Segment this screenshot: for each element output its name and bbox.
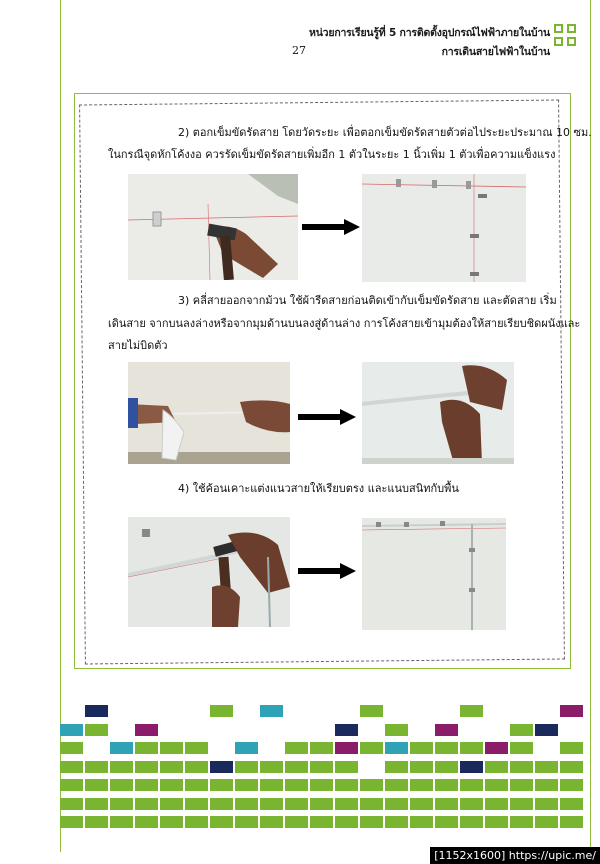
footer-tile — [260, 779, 283, 791]
footer-tile — [510, 779, 533, 791]
header-title-line1: หน่วยการเรียนรู้ที่ 5 การติดตั้งอุปกรณ์ไฟฟ้าภายในบ้าน — [308, 27, 550, 39]
footer-tile — [110, 761, 133, 773]
footer-tile — [335, 742, 358, 754]
footer-tile — [460, 798, 483, 810]
footer-tile — [535, 816, 558, 828]
header-grid-icon — [554, 24, 578, 48]
footer-tile — [185, 742, 208, 754]
footer-tile — [560, 705, 583, 717]
footer-tile — [135, 742, 158, 754]
footer-tile — [435, 798, 458, 810]
footer-tile — [285, 798, 308, 810]
footer-tile — [385, 724, 408, 736]
footer-tile — [60, 742, 83, 754]
photo-clips-installed — [362, 174, 526, 282]
footer-tile — [310, 761, 333, 773]
footer-tile — [385, 761, 408, 773]
footer-tile — [385, 816, 408, 828]
footer-tile — [110, 779, 133, 791]
footer-tile — [260, 705, 283, 717]
footer-tile — [210, 705, 233, 717]
footer-tile — [85, 779, 108, 791]
footer-tile — [435, 724, 458, 736]
footer-tile — [185, 816, 208, 828]
footer-tile — [485, 816, 508, 828]
page-number: 27 — [292, 44, 306, 57]
footer-tile — [135, 798, 158, 810]
arrow-right-icon — [302, 220, 360, 234]
photo-hammering-cable — [128, 517, 290, 627]
step2-line2: ในกรณีจุดหักโค้งงอ ควรรัดเข็มขัดรัดสายเพิ่มอีก 1 ตัวในระยะ 1 นิ้วเพิ่ม 1 ตัวเพื่อความแข็งแรง — [108, 148, 556, 161]
footer-tile — [60, 798, 83, 810]
step4-line1: 4) ใช้ค้อนเคาะแต่งแนวสายให้เรียบตรง และแนบสนิทกับพื้น — [178, 482, 459, 495]
footer-tile — [285, 816, 308, 828]
footer-tile — [510, 798, 533, 810]
footer-tile — [510, 742, 533, 754]
footer-tile — [110, 816, 133, 828]
footer-tile — [410, 798, 433, 810]
footer-tile — [410, 742, 433, 754]
footer-tile — [535, 798, 558, 810]
footer-tile — [260, 816, 283, 828]
footer-tile — [60, 724, 83, 736]
photo-nailing-clips — [128, 174, 298, 280]
footer-tile — [335, 798, 358, 810]
footer-tile — [60, 816, 83, 828]
footer-tile — [110, 742, 133, 754]
footer-tile — [310, 779, 333, 791]
footer-tile — [560, 798, 583, 810]
footer-tile — [360, 705, 383, 717]
footer-tile — [60, 761, 83, 773]
footer-tile — [410, 816, 433, 828]
step3-line3: สายไม่บิดตัว — [108, 339, 168, 352]
footer-tile — [460, 705, 483, 717]
footer-tile — [85, 761, 108, 773]
footer-tile — [285, 742, 308, 754]
footer-tile — [360, 742, 383, 754]
footer-tile — [510, 761, 533, 773]
decorative-tile-footer — [60, 705, 591, 831]
footer-tile — [560, 816, 583, 828]
footer-tile — [85, 816, 108, 828]
footer-tile — [335, 761, 358, 773]
footer-tile — [160, 761, 183, 773]
footer-tile — [485, 779, 508, 791]
arrow-right-icon — [298, 410, 356, 424]
footer-tile — [310, 742, 333, 754]
footer-tile — [185, 761, 208, 773]
footer-tile — [110, 798, 133, 810]
footer-tile — [135, 779, 158, 791]
footer-tile — [60, 779, 83, 791]
footer-tile — [235, 761, 258, 773]
header-title-line2: การเดินสายไฟฟ้าในบ้าน — [441, 46, 550, 58]
footer-tile — [210, 798, 233, 810]
footer-tile — [385, 798, 408, 810]
footer-tile — [85, 705, 108, 717]
footer-tile — [335, 779, 358, 791]
photo-wiping-cable — [128, 362, 290, 464]
footer-tile — [410, 761, 433, 773]
footer-tile — [210, 816, 233, 828]
step2-line1: 2) ตอกเข็มขัดรัดสาย โดยวัดระยะ เพื่อตอกเข็มขัดรัดสายตัวต่อไประยะประมาณ 10 ซม. — [178, 126, 592, 139]
footer-tile — [210, 761, 233, 773]
footer-tile — [535, 724, 558, 736]
footer-tile — [410, 779, 433, 791]
photo-laying-cable — [362, 362, 514, 464]
image-host-watermark: [1152x1600] https://upic.me/ — [430, 847, 600, 864]
footer-tile — [160, 816, 183, 828]
footer-tile — [535, 761, 558, 773]
footer-tile — [435, 816, 458, 828]
footer-tile — [510, 724, 533, 736]
footer-tile — [360, 779, 383, 791]
footer-tile — [210, 779, 233, 791]
footer-tile — [360, 816, 383, 828]
footer-tile — [260, 798, 283, 810]
footer-tile — [85, 724, 108, 736]
footer-tile — [335, 724, 358, 736]
photo-finished-wiring — [362, 518, 506, 630]
footer-tile — [435, 779, 458, 791]
footer-tile — [510, 816, 533, 828]
footer-tile — [335, 816, 358, 828]
footer-tile — [310, 816, 333, 828]
footer-tile — [185, 779, 208, 791]
footer-tile — [135, 761, 158, 773]
footer-tile — [560, 742, 583, 754]
footer-tile — [285, 761, 308, 773]
footer-tile — [485, 742, 508, 754]
step3-line1: 3) คลี่สายออกจากม้วน ใช้ผ้ารีดสายก่อนติดเข้ากับเข็มขัดรัดสาย และตัดสาย เริ่ม — [178, 294, 557, 307]
arrow-right-icon — [298, 564, 356, 578]
footer-tile — [360, 798, 383, 810]
footer-tile — [160, 798, 183, 810]
footer-tile — [460, 761, 483, 773]
footer-tile — [485, 761, 508, 773]
footer-tile — [535, 779, 558, 791]
document-header — [309, 26, 550, 59]
footer-tile — [260, 761, 283, 773]
footer-tile — [135, 724, 158, 736]
footer-tile — [560, 779, 583, 791]
footer-tile — [385, 742, 408, 754]
footer-tile — [460, 816, 483, 828]
footer-tile — [435, 742, 458, 754]
footer-tile — [235, 816, 258, 828]
footer-tile — [310, 798, 333, 810]
footer-tile — [435, 761, 458, 773]
footer-tile — [485, 798, 508, 810]
footer-tile — [135, 816, 158, 828]
footer-tile — [460, 742, 483, 754]
footer-tile — [235, 742, 258, 754]
footer-tile — [560, 761, 583, 773]
footer-tile — [160, 779, 183, 791]
footer-tile — [285, 779, 308, 791]
footer-tile — [235, 798, 258, 810]
footer-tile — [235, 779, 258, 791]
footer-tile — [185, 798, 208, 810]
footer-tile — [385, 779, 408, 791]
footer-tile — [85, 798, 108, 810]
footer-tile — [160, 742, 183, 754]
footer-tile — [460, 779, 483, 791]
step3-line2: เดินสาย จากบนลงล่างหรือจากมุมด้านบนลงสู่ด้านล่าง การโค้งสายเข้ามุมต้องให้สายเรียบชิดผนังและ — [108, 317, 581, 330]
